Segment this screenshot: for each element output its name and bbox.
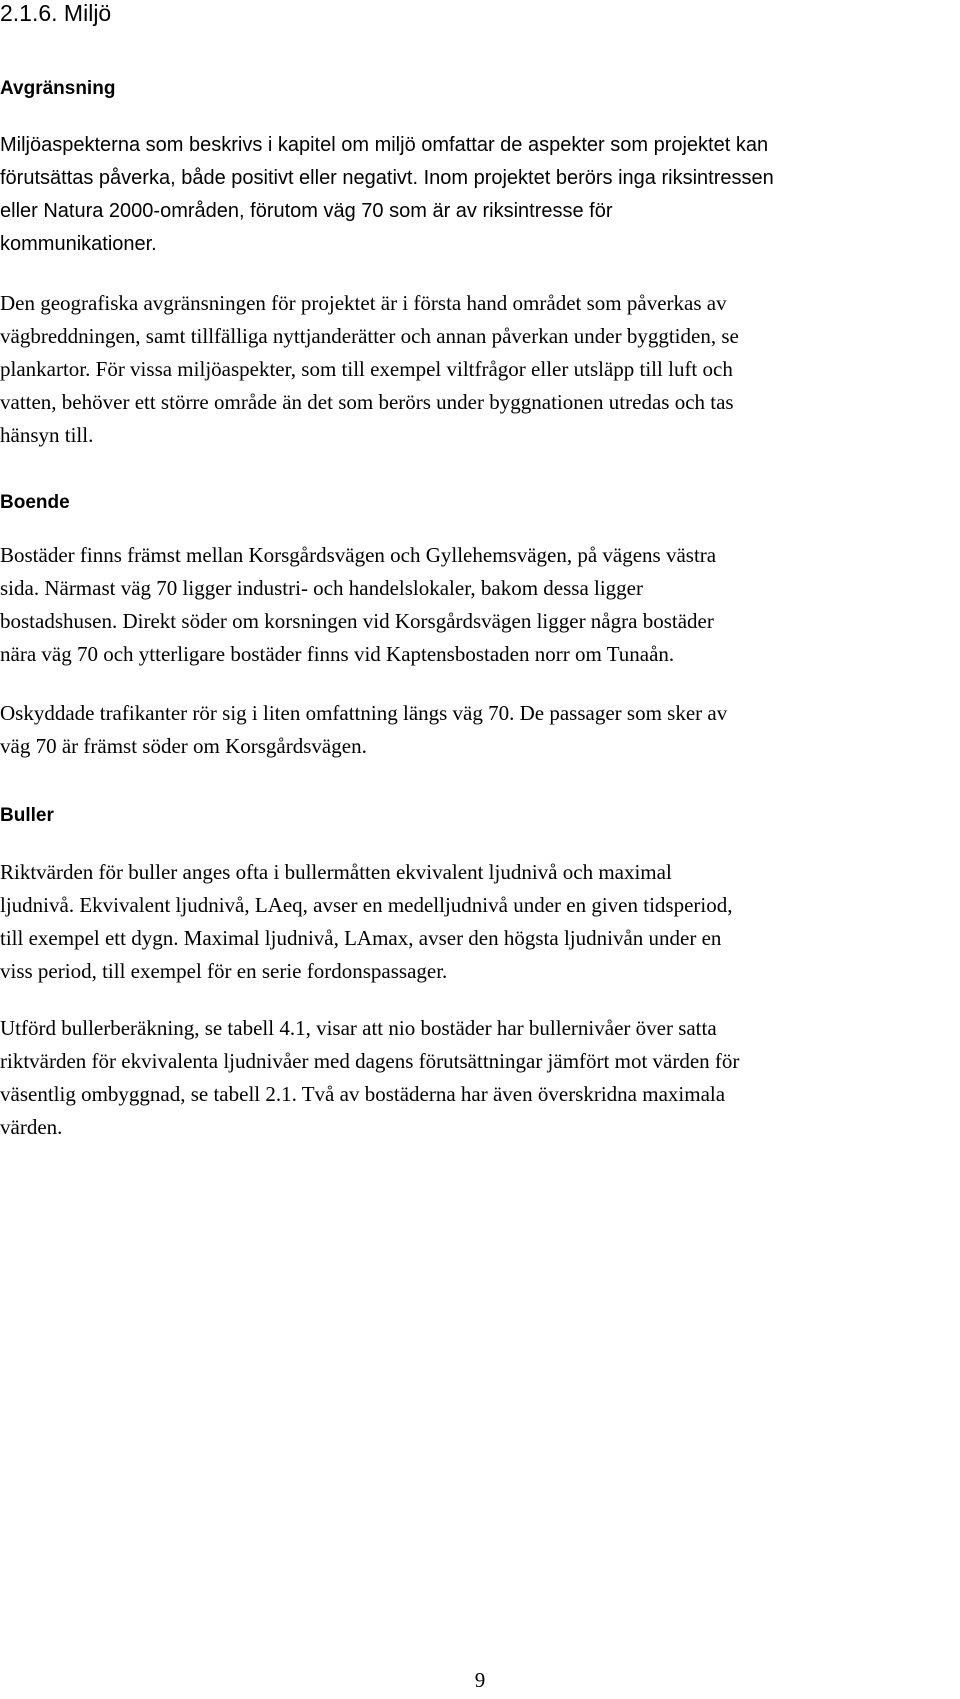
heading-boende: Boende (0, 492, 70, 513)
text-line: eller Natura 2000-områden, förutom väg 70 som är av riksintresse för (0, 200, 613, 222)
text-line: riktvärden för ekvivalenta ljudnivåer med dagens förutsättningar jämfört mot värden för (0, 1049, 740, 1073)
page-number: 9 (474, 1668, 486, 1692)
text-line: Den geografiska avgränsningen för projektet är i första hand området som påverkas av (0, 291, 727, 315)
text-line: Miljöaspekterna som beskrivs i kapitel om miljö omfattar de aspekter som projektet kan (0, 134, 769, 156)
text-line: plankartor. För vissa miljöaspekter, som till exempel viltfrågor eller utsläpp till luft och (0, 357, 733, 381)
text-line: väg 70 är främst söder om Korsgårdsvägen. (0, 734, 367, 758)
paragraph-avgransning-1 (0, 129, 955, 261)
text-line: Bostäder finns främst mellan Korsgårdsvägen och Gyllehemsvägen, på vägens västra (0, 543, 717, 567)
text-line: vatten, behöver ett större område än det som berörs under byggnationen utredas och tas (0, 390, 734, 414)
text-line: vägbreddningen, samt tillfälliga nyttjanderätter och annan påverkan under byggtiden, se (0, 324, 739, 348)
paragraph-boende-1 (0, 539, 955, 671)
text-line: kommunikationer. (0, 233, 157, 255)
paragraph-buller-2 (0, 1012, 955, 1144)
paragraph-avgransning-2 (0, 287, 955, 452)
heading-avgransning: Avgränsning (0, 78, 116, 99)
text-line: viss period, till exempel för en serie fordonspassager. (0, 959, 448, 983)
text-line: värden. (0, 1115, 63, 1139)
text-line: Oskyddade trafikanter rör sig i liten omfattning längs väg 70. De passager som sker av (0, 701, 728, 725)
text-line: sida. Närmast väg 70 ligger industri- och handelslokaler, bakom dessa ligger (0, 576, 643, 600)
text-line: väsentlig ombyggnad, se tabell 2.1. Två av bostäderna har även överskridna maximala (0, 1082, 726, 1106)
text-line: förutsättas påverka, både positivt eller negativt. Inom projektet berörs inga riksintressen (0, 167, 774, 189)
heading-buller: Buller (0, 805, 54, 826)
section-heading: 2.1.6. Miljö (0, 0, 112, 26)
text-line: bostadshusen. Direkt söder om korsningen vid Korsgårdsvägen ligger några bostäder (0, 609, 714, 633)
text-line: Riktvärden för buller anges ofta i bullermåtten ekvivalent ljudnivå och maximal (0, 860, 672, 884)
text-line: till exempel ett dygn. Maximal ljudnivå, LAmax, avser den högsta ljudnivån under en (0, 926, 722, 950)
text-line: ljudnivå. Ekvivalent ljudnivå, LAeq, avser en medelljudnivå under en given tidsperiod, (0, 893, 733, 917)
text-line: nära väg 70 och ytterligare bostäder finns vid Kaptensbostaden norr om Tunaån. (0, 642, 675, 666)
paragraph-boende-2 (0, 697, 955, 763)
paragraph-buller-1 (0, 856, 955, 988)
text-line: Utförd bullerberäkning, se tabell 4.1, visar att nio bostäder har bullernivåer över satta (0, 1016, 717, 1040)
text-line: hänsyn till. (0, 423, 94, 447)
